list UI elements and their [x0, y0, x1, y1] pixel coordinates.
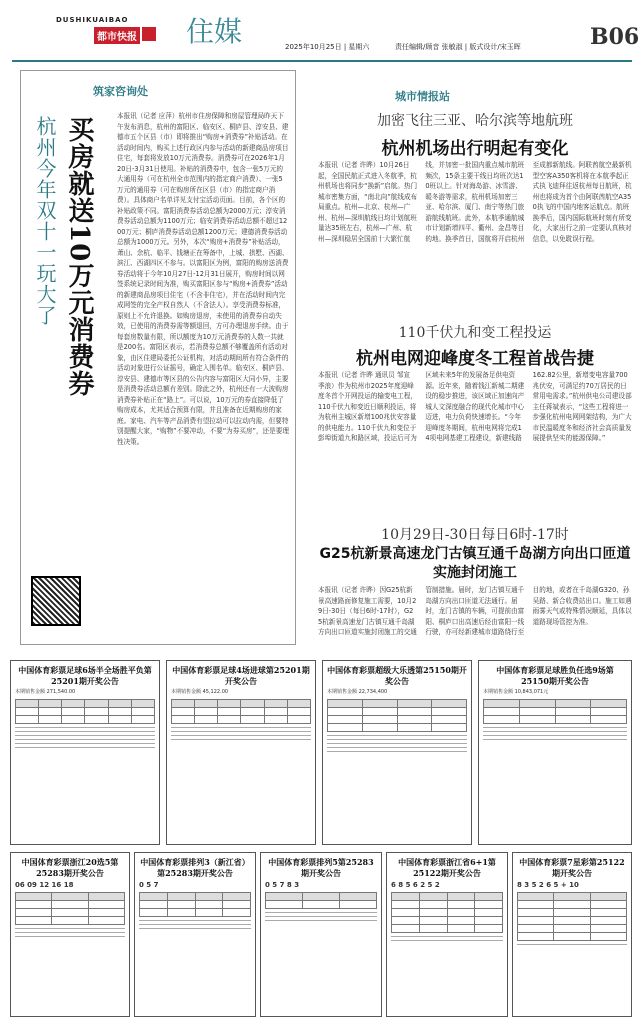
section-label-right: 城市情报站 [395, 90, 450, 103]
lottery-title: 中国体育彩票排列5第25283期开奖公告 [268, 857, 374, 878]
masthead [16, 10, 246, 54]
article3-title: G25杭新景高速龙门古镇互通千岛湖方向出口匝道实施封闭施工 [319, 546, 631, 581]
left-article [20, 70, 296, 645]
sub-headline: 杭州今年双十一玩大了 [33, 116, 57, 326]
section-logo: 住媒 [186, 15, 243, 48]
lottery-amount: 271,540.00 [46, 689, 76, 695]
lottery-title: 中国体育彩票足球4场进球第25201期开奖公告 [172, 665, 310, 686]
lottery-table [265, 892, 377, 909]
lottery-title: 中国体育彩票足球胜负任选9场第25150期开奖公告 [496, 665, 614, 686]
lottery-title: 中国体育彩票足球6场半全场胜平负第25201期开奖公告 [18, 665, 152, 686]
lottery-title: 中国体育彩票超级大乐透第25150期开奖公告 [327, 665, 467, 686]
article1-subtitle: 加密飞往三亚、哈尔滨等地航班 [377, 113, 573, 129]
main-headline: 买房就送10万元消费券 [64, 116, 94, 398]
article2-body: 本报讯（记者 许晔 通讯员 邹宣 季浪）作为杭州市2025年度迎峰度冬首个开网投运的输变电工程，110千伏九和变近日顺利投运，将为杭州主城区新增100兆伏安容量的供电能力。110千伏九和变位于彭埠街道九和路区域，投运后可为区域未来5年的发展备足供电资源。近年来，随着钱江新城二期建设的稳步推进，该区域正加速向产城人文深度融合的现代化城市中心迈进，电力负荷快速增长。“今年迎峰度冬期间，杭州电网将完成14项电网基建工程建设，新建线路162.82公里，新增变电容量700兆伏安，可满足约70万居民的日常用电需求。”杭州供电公司建设部主任蒋斌表示，“这些工程将进一步强化杭州电网网架结构，为广大市民温暖度冬和经济社会高质量发展提供坚实的能源保障。” [318, 371, 632, 442]
lottery-box-1 [10, 660, 160, 845]
editors: 责任编辑/顾音 张敏淑 | 版式设计/宋玉晖 [395, 43, 521, 51]
lottery-numbers: 8 3 5 2 6 5 + 10 [517, 881, 579, 889]
lottery-title: 中国体育彩票排列3（新江省）第25283期开奖公告 [140, 857, 250, 878]
left-article-body: 本报讯（记者 应萍）杭州市住房保障和房屋管理局昨天下午发布消息，杭州的富阳区、临安区、桐庐县、淳安县、建德市五个区县（市）即将推出“购房+消费券”补贴活动。在活动时间内，购买上述行政区内参与活动的新建商品房项目住宅，每套将发放10万元消费券。消费券可在2026年1月20日-3月31日使用。补贴的消费券中，包含一张5万元的大通用券（可在杭州全市范围内的指定商户消费）、一张5万元的通用券（可在购房所在区县（市）的指定商户消费）。具体商户名单详见支付宝活动页面。目前，各个区的补贴政策不同。富阳消费券活动总额为2000万元；淳安消费券活动总额为1100万元；临安消费券活动总额不超过1200万元；桐庐消费券活动总额1200万元；建德消费券活动总额为1000万元。另外，本次“购房+消费券”补贴活动，萧山、余杭、临平、钱塘正在筹备中，上城、拱墅、西湖、滨江、西湖四区不参与。以富阳区为例，富阳的购房送消费券活动将于今年10月27日-12月31日展开，购房时间以网签系统记录时间为准，购买富阳区参与“购房+消费券”活动的新建商品房项目住宅（不含非住宅），并在活动时间内完成网签的完全产权自然人（不含法人）。享受消费券标准，原则上不允许退换。如购房退房，未使用的消费券自动失效，已使用的消费券需等额退回，方可办理退房手续。由于每套房数量有限，所以额度为10万元消费券的人数一共就是200名。富阳区表示，若消费券总额不够覆盖所有活动对象，由区住建局委托公证机构，对活动期间所有符合条件的活动对象进行公证摇号，确定入围名单。临安区、桐庐县、淳安县、建德市等区县的公告内容与富阳区大同小异，主要是消费券活动总额有差别。除此之外，杭州还有一大波购房消费券补贴正在“路上”。可以说，10万元的券直接降低了购房成本，尤其适合预算有限，并且准备在近期购房的家庭。家电、汽车等产品消费有望拉动可以拉动内需，但要特别提醒大家，“购物”不要冲动，不要“为券买房”，还是要理性决策。 [117, 112, 289, 446]
lottery-box-7 [260, 852, 382, 1017]
lottery-box-8 [386, 852, 508, 1017]
lottery-amount-label: 本期销售金额 [327, 689, 358, 695]
brand-name: 都市快报 [94, 27, 140, 44]
lottery-box-5 [10, 852, 130, 1017]
lottery-box-3 [322, 660, 472, 845]
lottery-amount: 45,122.00 [202, 689, 229, 695]
lottery-amount: 22,734,400 [358, 689, 388, 695]
brand-pinyin: DUSHIKUAIBAO [56, 16, 129, 24]
lottery-amount: 10,843,071元 [514, 689, 549, 695]
article2-subtitle: 110千伏九和变工程投运 [398, 325, 552, 341]
lottery-numbers: 0 5 7 [139, 881, 159, 889]
section-label-left: 筑家咨询处 [93, 85, 148, 98]
page-number: B06 [590, 24, 640, 50]
lottery-table [327, 699, 467, 732]
article1-title: 杭州机场出行明起有变化 [381, 139, 569, 159]
date-info: 2025年10月25日 | 星期六 [285, 43, 370, 51]
lottery-box-6 [134, 852, 256, 1017]
lottery-table [15, 892, 125, 925]
lottery-table [391, 892, 503, 933]
article3-subtitle: 10月29日-30日每日6时-17时 [381, 527, 569, 543]
lottery-amount-label: 本期销售金额 [483, 689, 514, 695]
header-rule [12, 60, 632, 62]
lottery-numbers: 06 09 12 16 18 [15, 881, 74, 889]
lottery-table [139, 892, 251, 917]
lottery-table [171, 699, 311, 724]
lottery-amount-label: 本期销售金额 [171, 689, 202, 695]
lottery-box-9 [512, 852, 632, 1017]
lottery-amount-label: 本期销售金额 [15, 689, 46, 695]
article2-title: 杭州电网迎峰度冬工程首战告捷 [356, 349, 594, 369]
article1-body: 本报讯（记者 许晔）10月26日起，全国民航正式进入冬航季，杭州机场也将同步“换新”启航。热门城市密集方面，“南北向”航线成布局重点。杭州—北京、杭州—广州、杭州—深圳航线日均计划航班量达35班左右，杭州—广州、杭州—深圳稳居全国前十大繁忙航线，并加密一批国内重点城市航班频次，15条主要干线日均班次达10班以上。针对海岛游、冰雪游、暖冬游等需求，杭州机场加密三亚、哈尔滨、厦门、南宁等热门旅游航线航班。此外，本航季通航城市计划新增四平、衢州、金昌等目的地。换季首日，国航将开启杭州至成都新航线。阿联酋航空最新机型空客A350客机将在本航季起正式执飞迪拜往返杭州每日航班，杭州也将成为首个由阿联酋航空A350执飞的中国内地客运航点。航班换季后，国内国际航班时刻有所变化，大家出行之前一定要认真核对信息，以免耽误行程。 [318, 161, 632, 243]
article3-body: 本报讯（记者 许晔）因G25杭新景高速路面修复施工需要，10月29日-30日（每日6时-17时），G25杭新景高速龙门古镇互通千岛湖方向出口匝道实施封闭施工的交通管制措施。届时，龙门古镇互通千岛湖方向出口匝道无法通行。届时，龙门古镇的车辆，可提前由富阳、桐庐口出高速后经由富阳一线行驶，亦可经新建城市道路绕行至目的地，或者在千岛湖G320、孙吴路、新合收费站出口。施工如遇雨雾天气或特殊情况顺延，具体以道路现场管控为准。 [318, 586, 632, 636]
lottery-numbers: 6 8 5 6 2 5 2 [391, 881, 440, 889]
lottery-title: 中国体育彩票7星彩第25122期开奖公告 [519, 857, 625, 878]
lottery-table [517, 892, 627, 941]
lottery-table [483, 699, 627, 724]
brand-logo-icon [142, 27, 156, 41]
lottery-box-2 [166, 660, 316, 845]
qr-code-icon [31, 576, 81, 626]
lottery-box-4 [478, 660, 632, 845]
lottery-title: 中国体育彩票浙江20选5第25283期开奖公告 [21, 857, 119, 878]
lottery-title: 中国体育彩票浙江省6+1第25122期开奖公告 [398, 857, 496, 878]
lottery-numbers: 0 5 7 8 3 [265, 881, 300, 889]
lottery-table [15, 699, 155, 724]
